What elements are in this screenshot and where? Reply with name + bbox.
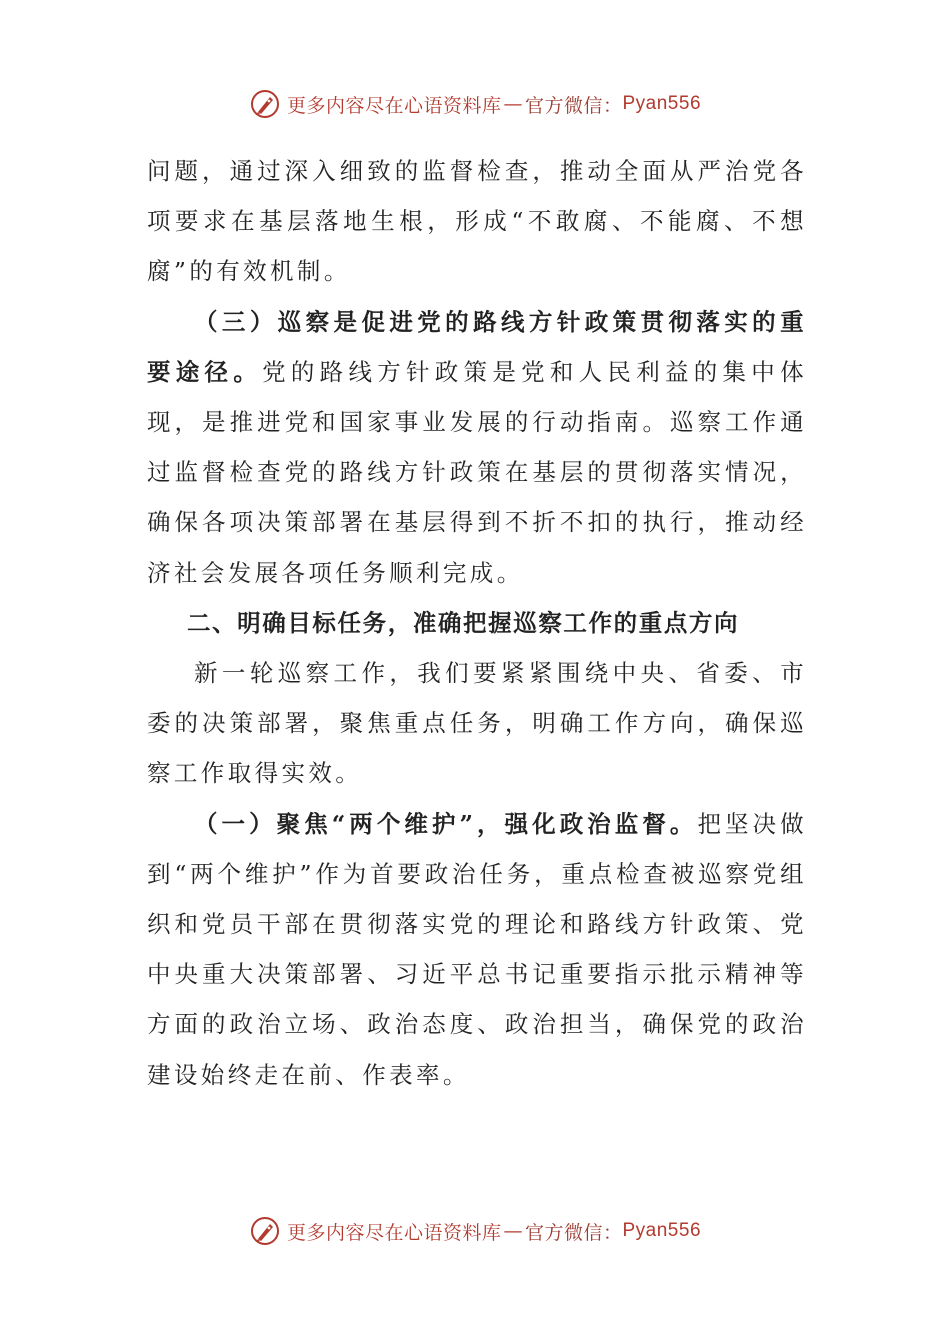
document-body	[147, 146, 807, 1100]
subsection-1-text: 把坚决做到“两个维护”作为首要政治任务，重点检查被巡察党组织和党员干部在贯彻落实党的理论和路线方针政策、党中央重大决策部署、习近平总书记重要指示批示精神等方面的政治立场、政治态度、政治担当，确保党的政治建设始终走在前、作表率。	[147, 809, 807, 1089]
watermark-brand: 更多内容尽在心语资料库	[286, 1221, 502, 1244]
watermark-wechat-id: Pyan556	[622, 93, 702, 114]
pen-nib-icon	[249, 88, 281, 120]
subsection-1-heading: （一）聚焦“两个维护”，强化政治监督。	[194, 809, 698, 838]
watermark-wechat-id: Pyan556	[622, 1220, 702, 1241]
pen-nib-icon	[249, 1215, 281, 1247]
watermark-dash: —	[503, 1220, 523, 1242]
header-watermark	[0, 84, 950, 124]
watermark-brand: 更多内容尽在心语资料库	[286, 94, 502, 117]
footer-watermark	[0, 1211, 950, 1251]
section-3-text: 党的路线方针政策是党和人民利益的集中体现，是推进党和国家事业发展的行动指南。巡察工作通过监督检查党的路线方针政策在基层的贯彻落实情况，确保各项决策部署在基层得到不折不扣的执行，推动经济社会发展各项任务顺利完成。	[147, 357, 807, 587]
chapter-2-heading: 二、明确目标任务，准确把握巡察工作的重点方向	[186, 608, 740, 637]
paragraph-chapter-2-intro: 新一轮巡察工作，我们要紧紧围绕中央、省委、市委的决策部署，聚焦重点任务，明确工作方向，确保巡察工作取得实效。	[147, 659, 807, 788]
watermark-official-label: 官方微信：	[524, 1221, 623, 1244]
section-3-heading: （三）巡察是促进党的路线方针政策贯彻落实的重要途径。	[147, 307, 807, 386]
watermark-official-label: 官方微信：	[524, 94, 623, 117]
watermark-dash: —	[503, 93, 523, 115]
paragraph-section-3	[147, 297, 807, 598]
paragraph-continued: 问题，通过深入细致的监督检查，推动全面从严治党各项要求在基层落地生根，形成“不敢腐、不能腐、不想腐”的有效机制。	[147, 157, 807, 286]
paragraph-subsection-1	[147, 799, 807, 1100]
